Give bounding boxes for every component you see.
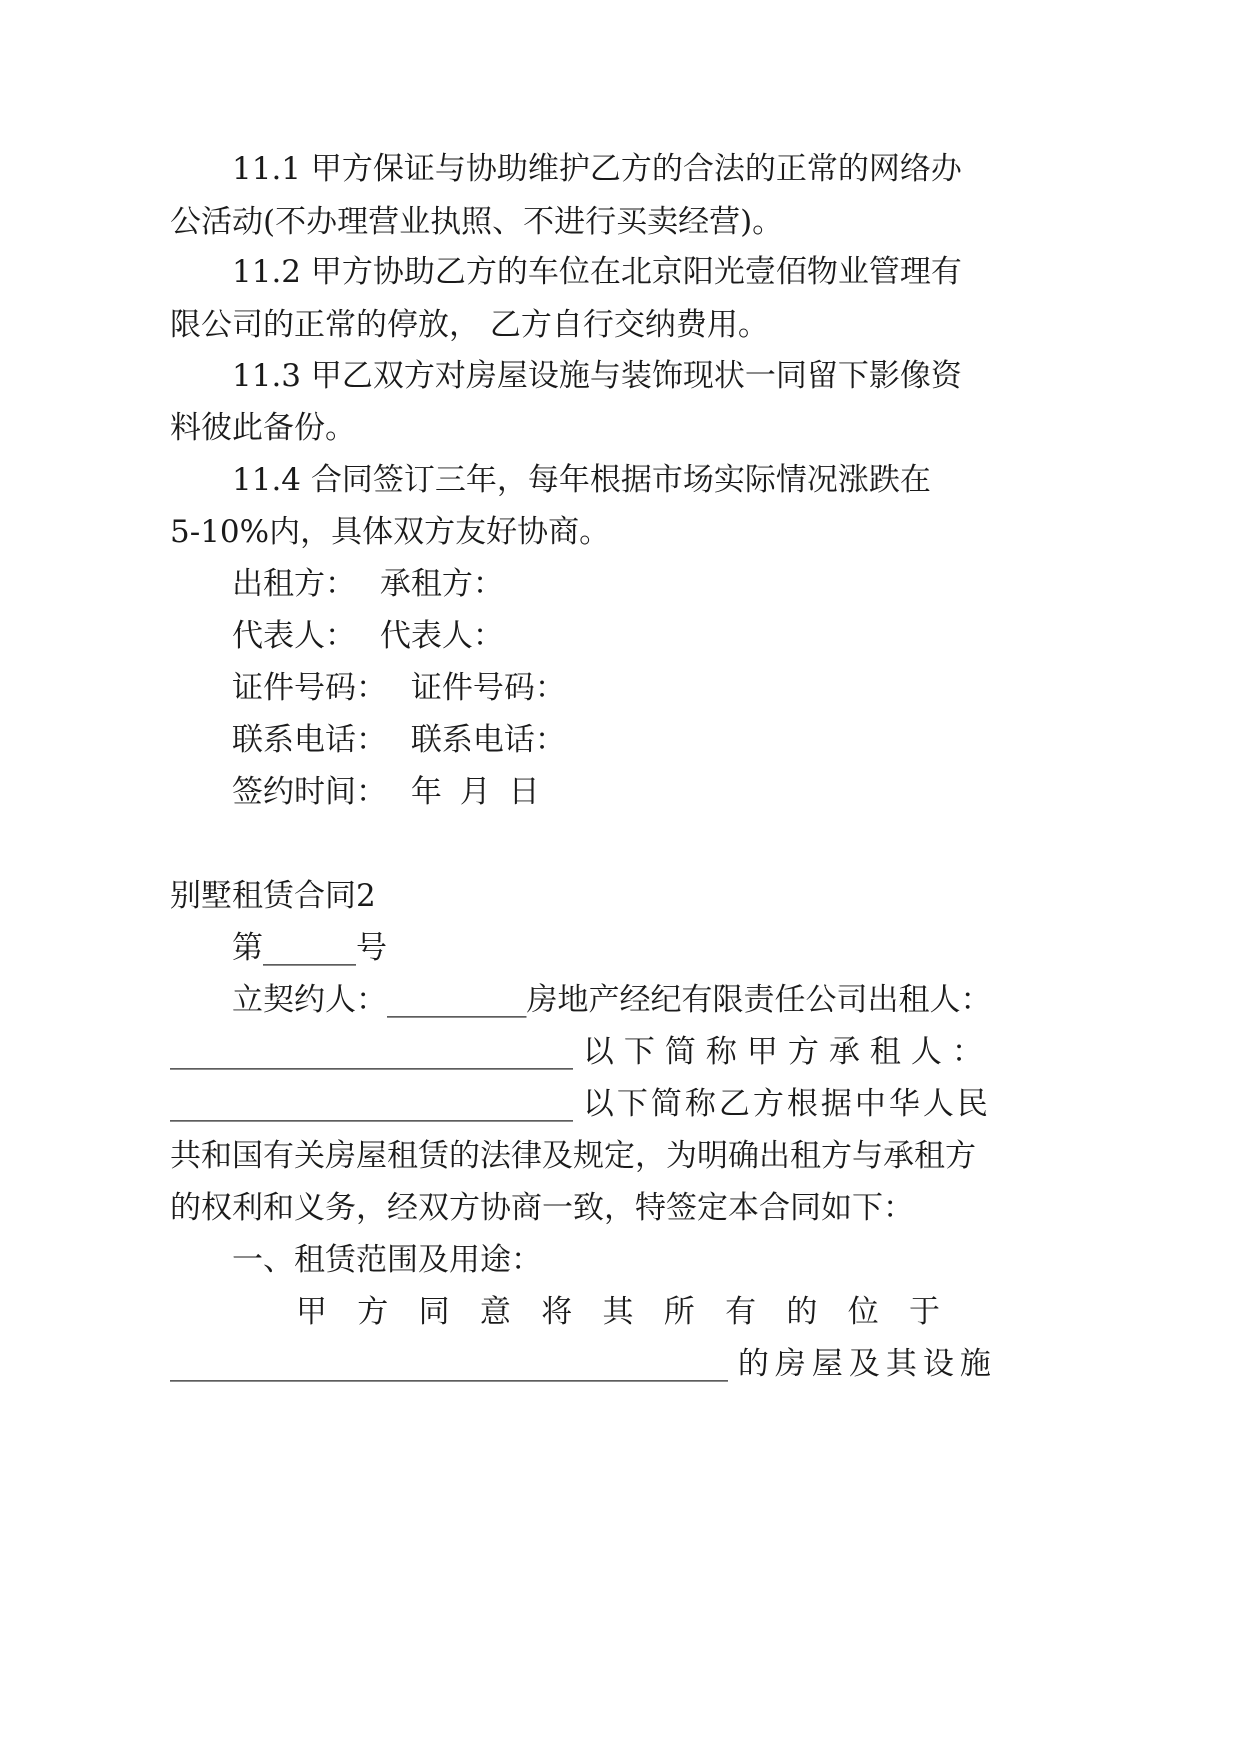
- rep-label-2: 代表人：: [379, 618, 504, 654]
- intro-line-5: 的权利和义务，经双方协商一致，特签定本合同如下：: [170, 1190, 914, 1226]
- clause-11-2-line2: 限公司的正常的停放， 乙方自行交纳费用。: [170, 307, 769, 343]
- agency-lessor-text: 房地产经纪有限责任公司出租人：: [526, 982, 992, 1018]
- clause-11-1-line1: 11.1 甲方保证与协助维护乙方的合法的正常的网络办: [232, 151, 962, 187]
- rep-label-1: 代表人：: [232, 618, 356, 654]
- party-a-text: 以下简称甲方承租人：: [582, 1034, 993, 1070]
- clause-11-4-line1: 11.4 合同签订三年，每年根据市场实际情况涨跌在: [232, 462, 931, 498]
- property-location-blank: ____________________________________: [170, 1346, 728, 1382]
- phone-label-1: 联系电话：: [232, 722, 387, 758]
- signature-phone-row: [232, 720, 566, 760]
- clause-11-4-line2: 5-10%内，具体双方友好协商。: [170, 514, 611, 550]
- clause-11-2-line1: 11.2 甲方协助乙方的车位在北京阳光壹佰物业管理有: [232, 254, 962, 290]
- section-1-title: 一、租赁范围及用途：: [232, 1242, 542, 1278]
- clause-11-1-line2: 公活动(不办理营业执照、不进行买卖经营)。: [170, 204, 784, 240]
- id-label-2: 证件号码：: [410, 670, 566, 706]
- signature-id-row: [232, 668, 566, 708]
- number-blank: ______: [263, 930, 356, 966]
- party-line-3: [170, 1084, 991, 1124]
- section-1-line-2: [170, 1344, 997, 1384]
- party-label: 立契约人：: [232, 982, 387, 1018]
- contract-number: [232, 928, 387, 968]
- agency-name-blank: _________: [387, 982, 527, 1018]
- lessor-label: 出租方：: [232, 566, 356, 602]
- number-prefix: 第: [232, 930, 263, 966]
- clause-11-3-line1: 11.3 甲乙双方对房屋设施与装饰现状一同留下影像资: [232, 358, 962, 394]
- lessee-label: 承租方：: [379, 566, 504, 602]
- signature-date-row: [232, 772, 540, 812]
- signature-rep-row: [232, 616, 504, 656]
- date-value: 年 月 日: [410, 774, 540, 810]
- lessor-name-blank: __________________________: [170, 1034, 573, 1070]
- id-label-1: 证件号码：: [232, 670, 387, 706]
- clause-11-3-line2: 料彼此备份。: [170, 410, 356, 446]
- signature-lessor-row: [232, 564, 504, 604]
- party-line-2: [170, 1032, 993, 1072]
- lessee-name-blank: __________________________: [170, 1086, 573, 1122]
- date-label: 签约时间：: [232, 774, 387, 810]
- party-b-text: 以下简称乙方根据中华人民: [582, 1086, 991, 1122]
- property-text: 的房屋及其设施: [737, 1346, 997, 1382]
- contract-2-title: 别墅租赁合同2: [170, 878, 376, 914]
- party-line-1: [232, 980, 992, 1020]
- section-1-line-1: 甲方同意将其所有的位于: [296, 1294, 940, 1330]
- phone-label-2: 联系电话：: [410, 722, 566, 758]
- intro-line-4: 共和国有关房屋租赁的法律及规定，为明确出租方与承租方: [170, 1138, 976, 1174]
- number-suffix: 号: [356, 930, 387, 966]
